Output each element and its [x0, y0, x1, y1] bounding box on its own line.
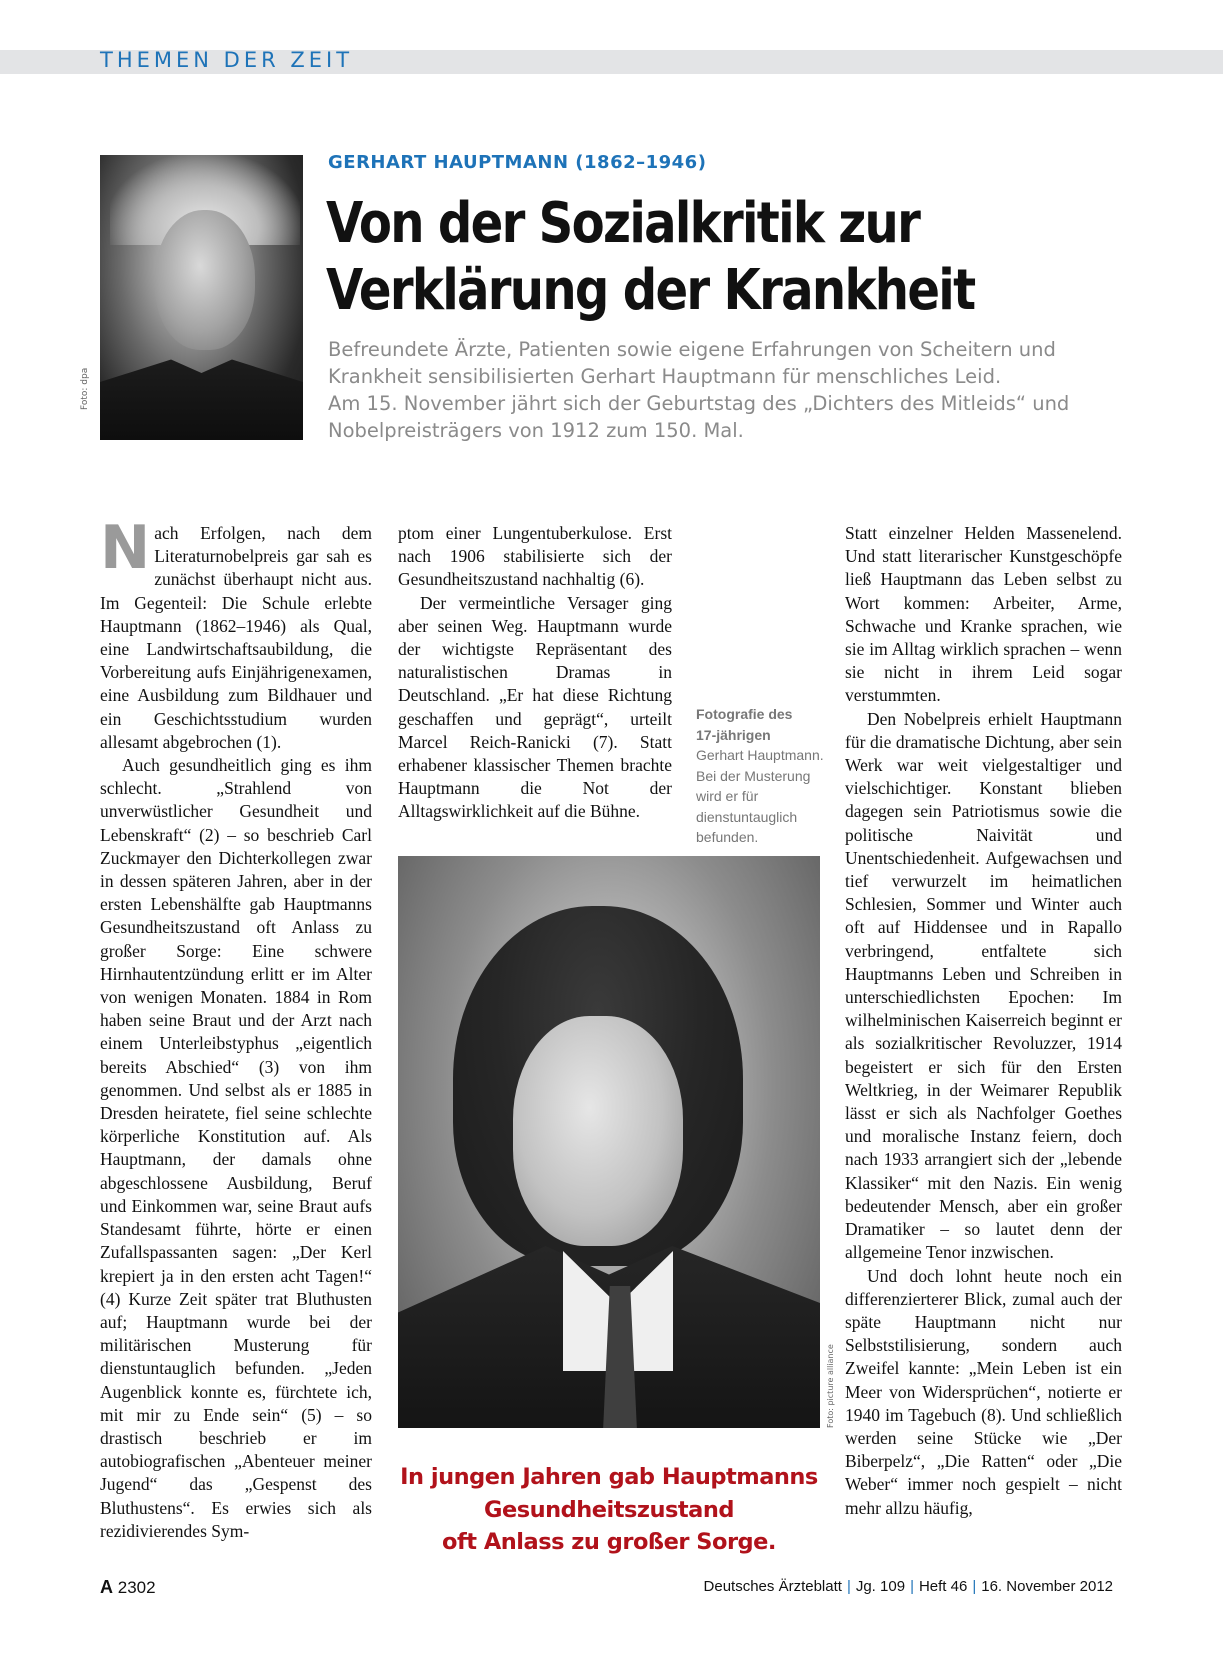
- footer-separator: |: [846, 1578, 851, 1595]
- body-column-2: [398, 522, 672, 824]
- body-paragraph: Statt einzelner Helden Massenelend. Und statt literarischer Kunstgeschöpfe ließ Hauptmann das Leben selbst zu Wort kommen: Arbeiter, Arme, Schwache und Kranke sprachen, wie sie im Alltag wirklich sprachen – wenn sie nicht in ihrem Leid sogar verstummten.: [845, 523, 1122, 706]
- body-column-3: [845, 522, 1122, 1520]
- section-label: THEMEN DER ZEIT: [100, 48, 354, 72]
- body-paragraph: Und doch lohnt heute noch ein differenzierterer Blick, zumal auch der späte Hauptmann nicht nur Selbststilisierung, sondern auch Zweifel kannte: „Mein Leben ist ein Meer von Widersprüchen“, notierte er 1940 im Tagebuch (8). Und schließlich werden seine Stücke wie „Der Biberpelz“, „Die Ratten“ oder „Die Weber“ immer noch gespielt – nicht mehr allzu häufig,: [845, 1265, 1122, 1518]
- pull-quote: [398, 1461, 820, 1559]
- body-paragraph: Auch gesundheitlich ging es ihm schlecht. „Strahlend von unverwüstlicher Gesundheit und Lebenskraft“ (2) – so beschrieb Carl Zuckmayer den Dichterkollegen zwar in dessen späteren Jahren, aber in der ersten Lebenshälfte gab Hauptmanns Gesundheitszustand oft Anlass zu großer Sorge: Eine schwere Hirnhautentzündung erlitt er im Alter von wenigen Monaten. 1884 in Rom haben seine Braut und der Arzt nach einem Unterleibstyphus „eigentlich bereits Abschied“ (3) von ihm genommen. Und selbst als er 1885 in Dresden heiratete, fiel seine schlechte körperliche Konstitution auf. Als Hauptmann, der damals ohne abgeschlossene Ausbildung, Beruf und Einkommen war, seine Braut aufs Standesamt führte, hörte er einen Zufallspassanten sagen: „Der Kerl krepiert ja in den ersten acht Tagen!“ (4) Kurze Zeit später trat Bluthusten auf; Hauptmann wurde bei der militärischen Musterung für dienstuntauglich befunden. „Jeden Augenblick konnte es, fürchtete ich, mit mir zu Ende sein“ (5) – so drastisch beschrieb er im autobiografischen „Abenteuer meiner Jugend“ das „Gespenst des Bluthustens“. Es erwies sich als rezidivierendes Sym-: [100, 755, 372, 1541]
- portrait-face: [155, 210, 255, 350]
- caption-title-line: Fotografie des: [696, 706, 793, 722]
- caption-text: Gerhart Hauptmann. Bei der Musterung wird er für dienstuntauglich befunden.: [696, 747, 824, 845]
- portrait-coat: [100, 355, 303, 440]
- photo-caption: [696, 704, 831, 848]
- lead-line: Befreundete Ärzte, Patienten sowie eigene Erfahrungen von Scheitern und: [328, 338, 1056, 361]
- lead-line: Nobelpreisträgers von 1912 zum 150. Mal.: [328, 419, 744, 442]
- headline-line-2: Verklärung der Krankheit: [326, 258, 975, 323]
- photo-credit: Foto: picture alliance: [826, 1344, 835, 1428]
- page-number-value: 2302: [117, 1578, 156, 1597]
- footer-separator: |: [972, 1578, 977, 1595]
- footer-separator: |: [910, 1578, 914, 1595]
- portrait-credit: Foto: dpa: [80, 367, 90, 410]
- journal-volume: Jg. 109: [855, 1578, 906, 1595]
- lead-line: Krankheit sensibilisierten Gerhart Hauptmann für menschliches Leid.: [328, 365, 1002, 388]
- caption-title-line: 17-jährigen: [696, 726, 771, 743]
- article-kicker: GERHART HAUPTMANN (1862–1946): [328, 152, 707, 173]
- pull-quote-line: oft Anlass zu großer Sorge.: [442, 1529, 776, 1555]
- body-paragraph: [100, 513, 372, 754]
- body-paragraph: Den Nobelpreis erhielt Hauptmann für die dramatische Dichtung, aber sein Werk war weit vielgestaltiger und vielschichtiger. Konstant blieben dagegen sein Patriotismus sowie die politische Naivität und Unentschiedenheit. Aufgewachsen und tief verwurzelt im heimatlichen Schlesien, Sommer und Winter auch oft auf Hiddensee und in Rapallo verbringend, entfaltete sich Hauptmanns Leben und Schreiben in unterschiedlichsten Epochen: Im wilhelminischen Kaiserreich beginnt er als sozialkritischer Revoluzzer, 1914 begeistert er sich für den Ersten Weltkrieg, in der Weimarer Republik lässt er sich als Nachfolger Goethes und moralische Instanz feiern, doch nach 1933 arrangiert sich der „lebende Klassiker“ mit den Nazis. Ein wenig bedeutender Mensch, aber ein großer Dramatiker – so lautet denn der allgemeine Tenor inzwischen.: [845, 708, 1122, 1263]
- footer-publication-info: [704, 1578, 1113, 1595]
- photo-face: [513, 1016, 683, 1246]
- drop-cap: N: [100, 513, 151, 583]
- body-paragraph: ptom einer Lungentuberkulose. Erst nach 1906 stabilisierte sich der Gesundheitszustand nachhaltig (6).: [398, 523, 672, 590]
- headline-line-1: Von der Sozialkritik zur: [326, 191, 920, 256]
- page-prefix: A: [100, 1577, 113, 1597]
- article-headline: [326, 190, 1014, 324]
- issue-date: 16. November 2012: [981, 1578, 1113, 1595]
- portrait-photo: [100, 155, 303, 440]
- pull-quote-line: In jungen Jahren gab Hauptmanns: [400, 1464, 818, 1490]
- page-number: [100, 1577, 156, 1598]
- body-column-1: [100, 513, 372, 1543]
- article-lead: [328, 336, 1128, 444]
- paragraph-text: ach Erfolgen, nach dem Literaturnobelpreis gar sah es zunächst überhaupt nicht aus. Im Gegenteil: Die Schule erlebte Hauptmann (1862–1946) als Qual, eine Landwirtschaftsaubildung, die Vorbereitung aufs Einjährigenexamen, eine Ausbildung zum Bildhauer und ein Geschichtsstudium wurden allesamt abgebrochen (1).: [100, 523, 372, 752]
- lead-line: Am 15. November jährt sich der Geburtstag des „Dichters des Mitleids“ und: [328, 392, 1070, 415]
- journal-name: Deutsches Ärzteblatt: [703, 1578, 842, 1595]
- body-paragraph: Der vermeintliche Versager ging aber seinen Weg. Hauptmann wurde der wichtigste Repräsentant des naturalistischen Dramas in Deutschland. „Er hat diese Richtung geschaffen und geprägt“, urteilt Marcel Reich-Ranicki (7). Statt erhabener klassischer Themen brachte Hauptmann die Not der Alltagswirklichkeit auf die Bühne.: [398, 592, 672, 822]
- young-hauptmann-photo: [398, 856, 820, 1428]
- pull-quote-line: Gesundheitszustand: [484, 1496, 734, 1523]
- journal-issue: Heft 46: [918, 1578, 968, 1595]
